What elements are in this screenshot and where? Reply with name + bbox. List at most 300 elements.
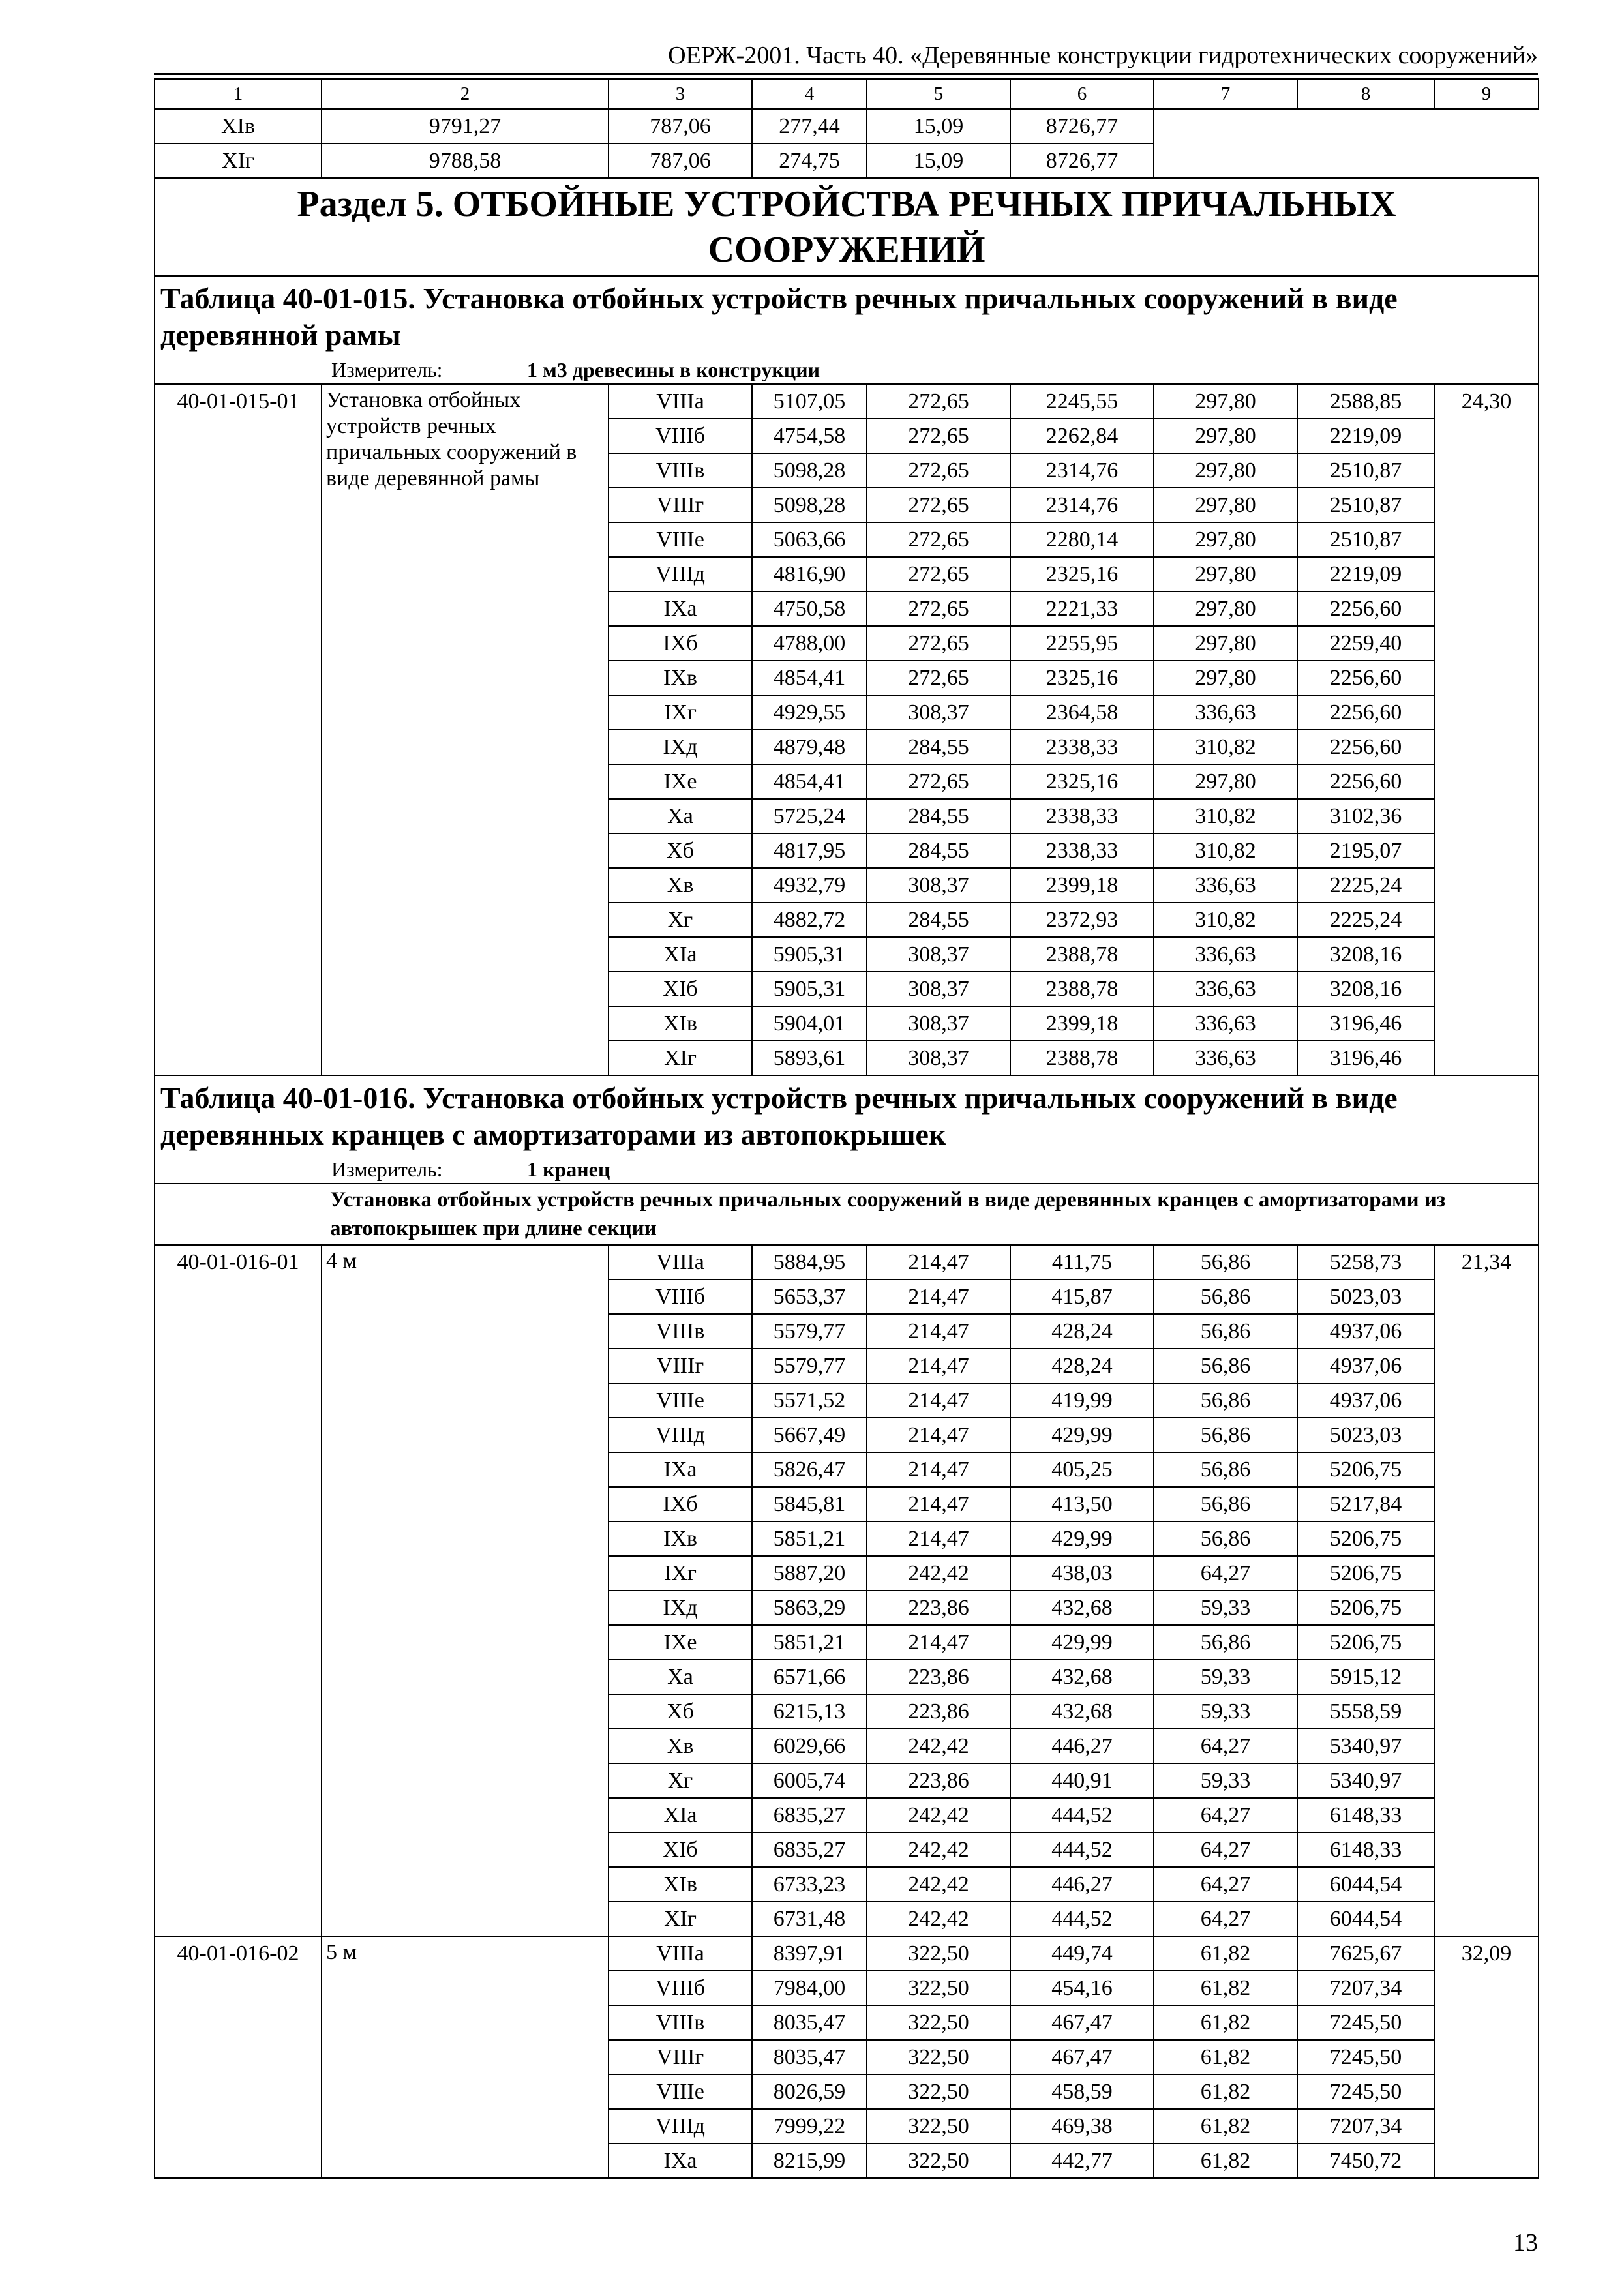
value-cell: 7625,67 xyxy=(1297,1936,1434,1971)
value-cell: 4937,06 xyxy=(1297,1383,1434,1418)
rate-code: 40-01-015-01 xyxy=(155,384,322,1075)
region-cell: VIIIб xyxy=(609,1279,752,1314)
value-cell: 5206,75 xyxy=(1297,1591,1434,1625)
rate-code: 40-01-016-02 xyxy=(155,1936,322,2178)
table-title-row xyxy=(155,276,1539,384)
meter-value: 1 кранец xyxy=(527,1158,610,1181)
value-cell: 310,82 xyxy=(1154,730,1297,764)
region-cell: VIIIа xyxy=(609,1936,752,1971)
value-cell: 3208,16 xyxy=(1297,972,1434,1006)
value-cell: 223,86 xyxy=(867,1660,1010,1694)
value-cell: 444,52 xyxy=(1010,1902,1154,1936)
value-cell: 4882,72 xyxy=(752,903,867,937)
region-cell: IXа xyxy=(609,591,752,626)
value-cell: 336,63 xyxy=(1154,868,1297,903)
value-cell: 322,50 xyxy=(867,2040,1010,2074)
value-cell: 64,27 xyxy=(1154,1729,1297,1763)
value-cell: 336,63 xyxy=(1154,937,1297,972)
value-cell: 405,25 xyxy=(1010,1452,1154,1487)
value-cell: 4750,58 xyxy=(752,591,867,626)
value-cell: 8035,47 xyxy=(752,2005,867,2040)
region-cell: XIб xyxy=(609,972,752,1006)
table-title-row xyxy=(155,1075,1539,1184)
region-cell: XIа xyxy=(609,937,752,972)
value-cell: 272,65 xyxy=(867,764,1010,799)
value-cell: 2256,60 xyxy=(1297,591,1434,626)
region-cell: VIIIе xyxy=(609,1383,752,1418)
region-cell: VIIIб xyxy=(609,419,752,453)
region-cell: XIг xyxy=(155,143,322,178)
value-cell: 5579,77 xyxy=(752,1349,867,1383)
value-cell: 2388,78 xyxy=(1010,1041,1154,1075)
value-cell: 469,38 xyxy=(1010,2109,1154,2144)
value-cell: 8726,77 xyxy=(1010,143,1154,178)
value-cell: 467,47 xyxy=(1010,2005,1154,2040)
value-cell: 64,27 xyxy=(1154,1867,1297,1902)
region-cell: VIIIг xyxy=(609,2040,752,2074)
value-cell: 7245,50 xyxy=(1297,2040,1434,2074)
region-cell: VIIIг xyxy=(609,488,752,522)
value-cell: 64,27 xyxy=(1154,1902,1297,1936)
value-cell: 61,82 xyxy=(1154,2144,1297,2178)
value-cell: 242,42 xyxy=(867,1867,1010,1902)
value-cell: 444,52 xyxy=(1010,1798,1154,1833)
column-number: 9 xyxy=(1434,79,1539,109)
column-number: 7 xyxy=(1154,79,1297,109)
column-number: 1 xyxy=(155,79,322,109)
value-cell: 6029,66 xyxy=(752,1729,867,1763)
region-cell: VIIIд xyxy=(609,2109,752,2144)
value-cell: 297,80 xyxy=(1154,661,1297,695)
value-cell: 446,27 xyxy=(1010,1867,1154,1902)
extra-value: 21,34 xyxy=(1434,1245,1539,1936)
value-cell: 272,65 xyxy=(867,453,1010,488)
value-cell: 59,33 xyxy=(1154,1591,1297,1625)
value-cell: 8397,91 xyxy=(752,1936,867,1971)
region-cell: VIIIа xyxy=(609,1245,752,1279)
region-cell: VIIIв xyxy=(609,453,752,488)
value-cell: 6148,33 xyxy=(1297,1798,1434,1833)
value-cell: 5206,75 xyxy=(1297,1452,1434,1487)
value-cell: 2259,40 xyxy=(1297,626,1434,661)
value-cell: 297,80 xyxy=(1154,384,1297,419)
value-cell: 432,68 xyxy=(1010,1591,1154,1625)
value-cell: 308,37 xyxy=(867,868,1010,903)
value-cell: 272,65 xyxy=(867,626,1010,661)
value-cell: 272,65 xyxy=(867,522,1010,557)
value-cell: 4817,95 xyxy=(752,833,867,868)
value-cell: 7450,72 xyxy=(1297,2144,1434,2178)
value-cell: 2325,16 xyxy=(1010,661,1154,695)
table-title: Таблица 40-01-015. Установка отбойных устройств речных причальных сооружений в виде деревянной рамы xyxy=(160,282,1398,352)
value-cell: 7984,00 xyxy=(752,1971,867,2005)
value-cell: 310,82 xyxy=(1154,903,1297,937)
value-cell: 277,44 xyxy=(752,109,867,143)
region-cell: IXг xyxy=(609,695,752,730)
value-cell: 310,82 xyxy=(1154,833,1297,868)
value-cell: 242,42 xyxy=(867,1833,1010,1867)
value-cell: 5063,66 xyxy=(752,522,867,557)
value-cell: 61,82 xyxy=(1154,2074,1297,2109)
value-cell: 214,47 xyxy=(867,1383,1010,1418)
table-row xyxy=(155,384,1539,419)
value-cell: 242,42 xyxy=(867,1902,1010,1936)
value-cell: 7207,34 xyxy=(1297,1971,1434,2005)
region-cell: XIв xyxy=(609,1006,752,1041)
value-cell: 336,63 xyxy=(1154,1041,1297,1075)
value-cell: 59,33 xyxy=(1154,1660,1297,1694)
region-cell: IXб xyxy=(609,1487,752,1521)
value-cell: 64,27 xyxy=(1154,1556,1297,1591)
value-cell: 272,65 xyxy=(867,419,1010,453)
value-cell: 787,06 xyxy=(609,109,752,143)
value-cell: 6044,54 xyxy=(1297,1867,1434,1902)
value-cell: 5258,73 xyxy=(1297,1245,1434,1279)
value-cell: 5851,21 xyxy=(752,1625,867,1660)
value-cell: 5571,52 xyxy=(752,1383,867,1418)
value-cell: 5915,12 xyxy=(1297,1660,1434,1694)
column-number: 5 xyxy=(867,79,1010,109)
meter xyxy=(160,1156,1533,1183)
value-cell: 5098,28 xyxy=(752,488,867,522)
value-cell: 297,80 xyxy=(1154,419,1297,453)
value-cell: 5863,29 xyxy=(752,1591,867,1625)
value-cell: 2314,76 xyxy=(1010,453,1154,488)
value-cell: 5667,49 xyxy=(752,1418,867,1452)
value-cell: 7207,34 xyxy=(1297,2109,1434,2144)
value-cell: 336,63 xyxy=(1154,972,1297,1006)
value-cell: 3196,46 xyxy=(1297,1006,1434,1041)
table-row xyxy=(155,1936,1539,1971)
value-cell: 429,99 xyxy=(1010,1521,1154,1556)
rate-name: 4 м xyxy=(322,1245,609,1936)
region-cell: VIIIг xyxy=(609,1349,752,1383)
value-cell: 2256,60 xyxy=(1297,695,1434,730)
value-cell: 214,47 xyxy=(867,1279,1010,1314)
page-number: 13 xyxy=(1513,2229,1538,2256)
region-cell: Xв xyxy=(609,868,752,903)
value-cell: 56,86 xyxy=(1154,1245,1297,1279)
value-cell: 297,80 xyxy=(1154,591,1297,626)
value-cell: 308,37 xyxy=(867,1041,1010,1075)
value-cell: 442,77 xyxy=(1010,2144,1154,2178)
value-cell: 2325,16 xyxy=(1010,557,1154,591)
value-cell: 429,99 xyxy=(1010,1625,1154,1660)
value-cell: 56,86 xyxy=(1154,1314,1297,1349)
value-cell: 272,65 xyxy=(867,661,1010,695)
value-cell: 5905,31 xyxy=(752,972,867,1006)
value-cell: 61,82 xyxy=(1154,1936,1297,1971)
value-cell: 5206,75 xyxy=(1297,1556,1434,1591)
value-cell: 4937,06 xyxy=(1297,1349,1434,1383)
meter-label: Измеритель: xyxy=(331,358,443,382)
value-cell: 5905,31 xyxy=(752,937,867,972)
value-cell: 2338,33 xyxy=(1010,730,1154,764)
value-cell: 4788,00 xyxy=(752,626,867,661)
value-cell: 8026,59 xyxy=(752,2074,867,2109)
meter-label: Измеритель: xyxy=(331,1158,443,1181)
value-cell: 223,86 xyxy=(867,1591,1010,1625)
value-cell: 64,27 xyxy=(1154,1798,1297,1833)
value-cell: 2399,18 xyxy=(1010,868,1154,903)
value-cell: 15,09 xyxy=(867,109,1010,143)
value-cell: 61,82 xyxy=(1154,1971,1297,2005)
value-cell: 2399,18 xyxy=(1010,1006,1154,1041)
value-cell: 272,65 xyxy=(867,591,1010,626)
column-number: 3 xyxy=(609,79,752,109)
value-cell: 7245,50 xyxy=(1297,2074,1434,2109)
value-cell: 2510,87 xyxy=(1297,453,1434,488)
column-number: 6 xyxy=(1010,79,1154,109)
value-cell: 6571,66 xyxy=(752,1660,867,1694)
value-cell: 4854,41 xyxy=(752,661,867,695)
region-cell: IXв xyxy=(609,1521,752,1556)
value-cell: 56,86 xyxy=(1154,1349,1297,1383)
value-cell: 310,82 xyxy=(1154,799,1297,833)
value-cell: 2195,07 xyxy=(1297,833,1434,868)
table-title: Таблица 40-01-016. Установка отбойных устройств речных причальных сооружений в виде деревянных кранцев с амортизаторами из автопокрышек xyxy=(160,1081,1398,1151)
value-cell: 214,47 xyxy=(867,1418,1010,1452)
section-row xyxy=(155,178,1539,276)
value-cell: 336,63 xyxy=(1154,695,1297,730)
table-row xyxy=(155,1245,1539,1279)
value-cell: 308,37 xyxy=(867,1006,1010,1041)
value-cell: 322,50 xyxy=(867,1971,1010,2005)
value-cell: 61,82 xyxy=(1154,2040,1297,2074)
value-cell: 2388,78 xyxy=(1010,937,1154,972)
value-cell: 2372,93 xyxy=(1010,903,1154,937)
value-cell: 336,63 xyxy=(1154,1006,1297,1041)
value-cell: 444,52 xyxy=(1010,1833,1154,1867)
value-cell: 2510,87 xyxy=(1297,522,1434,557)
value-cell: 308,37 xyxy=(867,972,1010,1006)
value-cell: 2219,09 xyxy=(1297,419,1434,453)
region-cell: VIIIа xyxy=(609,384,752,419)
region-cell: IXб xyxy=(609,626,752,661)
value-cell: 5206,75 xyxy=(1297,1521,1434,1556)
value-cell: 787,06 xyxy=(609,143,752,178)
rate-name: 5 м xyxy=(322,1936,609,2178)
value-cell: 8215,99 xyxy=(752,2144,867,2178)
value-cell: 297,80 xyxy=(1154,522,1297,557)
value-cell: 6148,33 xyxy=(1297,1833,1434,1867)
table-row xyxy=(155,143,1539,178)
value-cell: 6731,48 xyxy=(752,1902,867,1936)
value-cell: 3196,46 xyxy=(1297,1041,1434,1075)
region-cell: IXв xyxy=(609,661,752,695)
value-cell: 297,80 xyxy=(1154,557,1297,591)
value-cell: 64,27 xyxy=(1154,1833,1297,1867)
value-cell: 308,37 xyxy=(867,937,1010,972)
region-cell: IXд xyxy=(609,1591,752,1625)
value-cell: 61,82 xyxy=(1154,2109,1297,2144)
value-cell: 5023,03 xyxy=(1297,1279,1434,1314)
value-cell: 4929,55 xyxy=(752,695,867,730)
value-cell: 429,99 xyxy=(1010,1418,1154,1452)
value-cell: 9791,27 xyxy=(322,109,609,143)
value-cell: 2262,84 xyxy=(1010,419,1154,453)
column-number: 8 xyxy=(1297,79,1434,109)
column-number: 4 xyxy=(752,79,867,109)
subheading-row xyxy=(155,1184,1539,1245)
value-cell: 2314,76 xyxy=(1010,488,1154,522)
extra-value: 32,09 xyxy=(1434,1936,1539,2178)
value-cell: 9788,58 xyxy=(322,143,609,178)
value-cell: 2255,95 xyxy=(1010,626,1154,661)
value-cell: 56,86 xyxy=(1154,1521,1297,1556)
value-cell: 272,65 xyxy=(867,557,1010,591)
region-cell: Xб xyxy=(609,1694,752,1729)
value-cell: 6215,13 xyxy=(752,1694,867,1729)
value-cell: 284,55 xyxy=(867,903,1010,937)
region-cell: XIв xyxy=(609,1867,752,1902)
value-cell: 322,50 xyxy=(867,2074,1010,2109)
value-cell: 214,47 xyxy=(867,1349,1010,1383)
value-cell: 8726,77 xyxy=(1010,109,1154,143)
value-cell: 440,91 xyxy=(1010,1763,1154,1798)
value-cell: 56,86 xyxy=(1154,1487,1297,1521)
value-cell: 272,65 xyxy=(867,488,1010,522)
value-cell: 2219,09 xyxy=(1297,557,1434,591)
region-cell: XIг xyxy=(609,1902,752,1936)
table-body xyxy=(155,79,1539,2178)
value-cell: 56,86 xyxy=(1154,1279,1297,1314)
price-table xyxy=(154,78,1539,2179)
value-cell: 5826,47 xyxy=(752,1452,867,1487)
region-cell: Xа xyxy=(609,1660,752,1694)
value-cell: 242,42 xyxy=(867,1556,1010,1591)
region-cell: Xв xyxy=(609,1729,752,1763)
value-cell: 5887,20 xyxy=(752,1556,867,1591)
value-cell: 61,82 xyxy=(1154,2005,1297,2040)
value-cell: 2221,33 xyxy=(1010,591,1154,626)
value-cell: 2364,58 xyxy=(1010,695,1154,730)
value-cell: 214,47 xyxy=(867,1314,1010,1349)
region-cell: VIIIе xyxy=(609,2074,752,2109)
value-cell: 2256,60 xyxy=(1297,764,1434,799)
subheading: Установка отбойных устройств речных причальных сооружений в виде деревянных кранцев с амортизаторами из автопокрышек при длине секции xyxy=(155,1184,1539,1245)
value-cell: 432,68 xyxy=(1010,1660,1154,1694)
value-cell: 5340,97 xyxy=(1297,1729,1434,1763)
value-cell: 214,47 xyxy=(867,1245,1010,1279)
region-cell: VIIIе xyxy=(609,522,752,557)
value-cell: 223,86 xyxy=(867,1694,1010,1729)
value-cell: 56,86 xyxy=(1154,1383,1297,1418)
value-cell: 322,50 xyxy=(867,1936,1010,1971)
value-cell: 56,86 xyxy=(1154,1418,1297,1452)
value-cell: 6835,27 xyxy=(752,1833,867,1867)
value-cell: 322,50 xyxy=(867,2144,1010,2178)
value-cell: 5653,37 xyxy=(752,1279,867,1314)
value-cell: 214,47 xyxy=(867,1452,1010,1487)
meter-value: 1 м3 древесины в конструкции xyxy=(527,358,820,382)
region-cell: Xб xyxy=(609,833,752,868)
extra-value: 24,30 xyxy=(1434,384,1539,1075)
value-cell: 449,74 xyxy=(1010,1936,1154,1971)
value-cell: 2388,78 xyxy=(1010,972,1154,1006)
region-cell: IXе xyxy=(609,1625,752,1660)
value-cell: 3102,36 xyxy=(1297,799,1434,833)
value-cell: 15,09 xyxy=(867,143,1010,178)
value-cell: 419,99 xyxy=(1010,1383,1154,1418)
value-cell: 322,50 xyxy=(867,2005,1010,2040)
value-cell: 297,80 xyxy=(1154,764,1297,799)
value-cell: 428,24 xyxy=(1010,1314,1154,1349)
running-header: ОЕРЖ-2001. Часть 40. «Деревянные конструкции гидротехнических сооружений» xyxy=(668,42,1538,69)
region-cell: IXг xyxy=(609,1556,752,1591)
value-cell: 59,33 xyxy=(1154,1694,1297,1729)
value-cell: 284,55 xyxy=(867,799,1010,833)
value-cell: 5098,28 xyxy=(752,453,867,488)
value-cell: 7245,50 xyxy=(1297,2005,1434,2040)
value-cell: 284,55 xyxy=(867,833,1010,868)
value-cell: 446,27 xyxy=(1010,1729,1154,1763)
value-cell: 284,55 xyxy=(867,730,1010,764)
value-cell: 5023,03 xyxy=(1297,1418,1434,1452)
value-cell: 297,80 xyxy=(1154,626,1297,661)
value-cell: 56,86 xyxy=(1154,1452,1297,1487)
value-cell: 2510,87 xyxy=(1297,488,1434,522)
value-cell: 454,16 xyxy=(1010,1971,1154,2005)
region-cell: VIIIв xyxy=(609,1314,752,1349)
value-cell: 4932,79 xyxy=(752,868,867,903)
value-cell: 297,80 xyxy=(1154,453,1297,488)
value-cell: 432,68 xyxy=(1010,1694,1154,1729)
value-cell: 2245,55 xyxy=(1010,384,1154,419)
value-cell: 308,37 xyxy=(867,695,1010,730)
region-cell: XIг xyxy=(609,1041,752,1075)
value-cell: 4854,41 xyxy=(752,764,867,799)
region-cell: IXе xyxy=(609,764,752,799)
value-cell: 242,42 xyxy=(867,1729,1010,1763)
region-cell: VIIIд xyxy=(609,1418,752,1452)
value-cell: 5725,24 xyxy=(752,799,867,833)
region-cell: VIIIб xyxy=(609,1971,752,2005)
value-cell: 2338,33 xyxy=(1010,799,1154,833)
region-cell: VIIIд xyxy=(609,557,752,591)
value-cell: 2588,85 xyxy=(1297,384,1434,419)
value-cell: 5845,81 xyxy=(752,1487,867,1521)
value-cell: 214,47 xyxy=(867,1487,1010,1521)
value-cell: 7999,22 xyxy=(752,2109,867,2144)
value-cell: 5904,01 xyxy=(752,1006,867,1041)
value-cell: 6733,23 xyxy=(752,1867,867,1902)
value-cell: 2256,60 xyxy=(1297,661,1434,695)
meter xyxy=(160,356,1533,383)
value-cell: 322,50 xyxy=(867,2109,1010,2144)
value-cell: 274,75 xyxy=(752,143,867,178)
table-title-cell xyxy=(155,1075,1539,1184)
value-cell: 413,50 xyxy=(1010,1487,1154,1521)
value-cell: 272,65 xyxy=(867,384,1010,419)
value-cell: 6005,74 xyxy=(752,1763,867,1798)
value-cell: 56,86 xyxy=(1154,1625,1297,1660)
section-title: Раздел 5. ОТБОЙНЫЕ УСТРОЙСТВА РЕЧНЫХ ПРИЧАЛЬНЫХ СООРУЖЕНИЙ xyxy=(155,178,1539,276)
value-cell: 2256,60 xyxy=(1297,730,1434,764)
rate-code: 40-01-016-01 xyxy=(155,1245,322,1936)
value-cell: 438,03 xyxy=(1010,1556,1154,1591)
value-cell: 5851,21 xyxy=(752,1521,867,1556)
header-rule xyxy=(154,73,1538,75)
region-cell: XIв xyxy=(155,109,322,143)
rate-name: Установка отбойных устройств речных причальных сооружений в виде деревянной рамы xyxy=(322,384,609,1075)
column-number-row xyxy=(155,79,1539,109)
value-cell: 214,47 xyxy=(867,1625,1010,1660)
value-cell: 5893,61 xyxy=(752,1041,867,1075)
region-cell: IXа xyxy=(609,2144,752,2178)
region-cell: VIIIв xyxy=(609,2005,752,2040)
value-cell: 458,59 xyxy=(1010,2074,1154,2109)
